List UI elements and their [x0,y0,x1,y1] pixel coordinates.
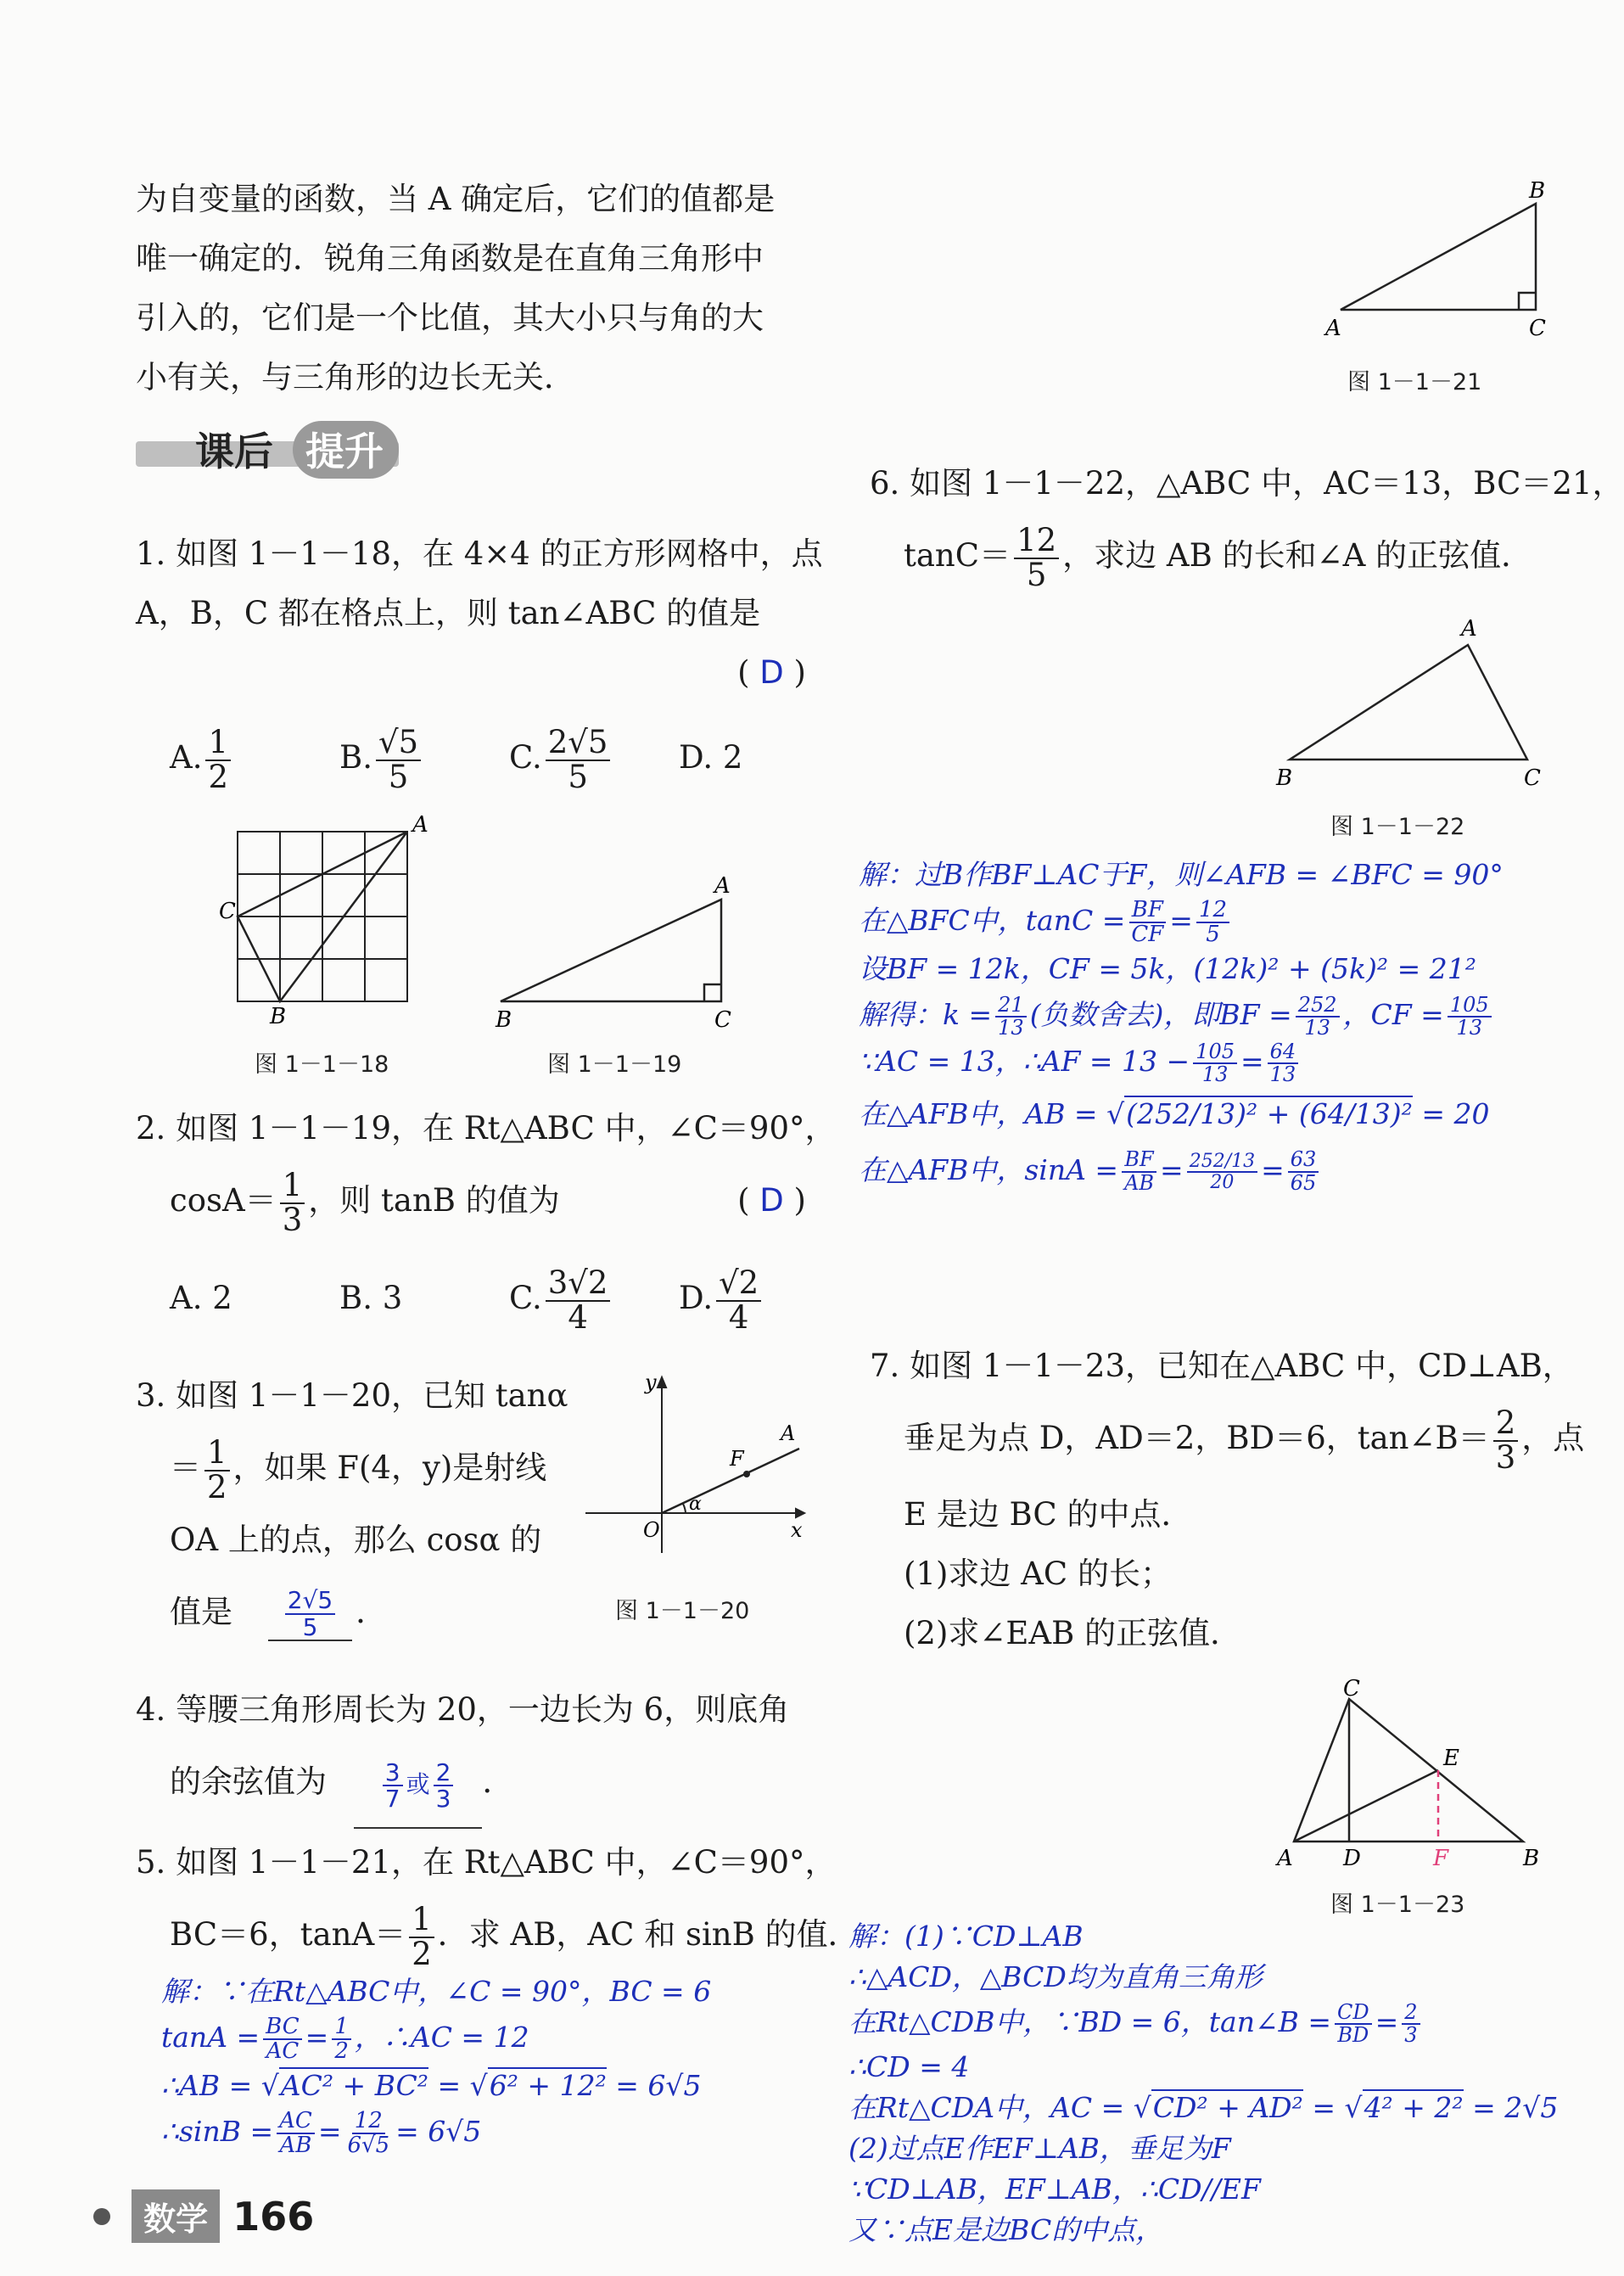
fig21-label-c: C [1529,316,1546,341]
q6-solution [859,852,1605,1198]
q6-sol-line: 在△BFC中，tanC = $\frac{BF}{CF}$ = $\frac{12}{5}$ [859,898,1605,946]
fig20-label-y: y [645,1371,657,1394]
q3-answer: $\frac{2√5}{5}$ [268,1588,352,1641]
page-footer [93,2189,314,2243]
q1-choices [136,720,815,796]
q2-answer: D [759,1182,784,1219]
q4-answer: $\frac{3}{7}$ 或 $\frac{2}{3}$ [354,1742,483,1829]
fig23-label-f: F [1433,1846,1449,1871]
fig18-label-a: A [412,812,428,838]
fig23-caption: 图 1－1－23 [1330,1892,1465,1918]
intro-line: 唯一确定的．锐角三角函数是在直角三角形中 [136,240,764,277]
q5-sol-line: tanA = $\frac{BC}{AC}$ = $\frac{1}{2}$ ，∴AC = 12 [161,2013,529,2064]
section-title-left: 课后 [195,429,273,474]
q1-choice-b: B. $\frac{√5}{5}$ [339,720,509,796]
q2-choices [136,1256,815,1341]
q1-choice-a: A. $\frac{1}{2}$ [170,720,339,796]
q4-line2: 的余弦值为 $\frac{3}{7}$ 或 $\frac{2}{3}$ ． [136,1740,815,1829]
q7-sol-line: (2)过点E作EF⊥AB，垂足为F [848,2132,1231,2165]
fig18-caption: 图 1－1－18 [255,1051,389,1078]
q2-choice-d: D. $\frac{√2}{4}$ [679,1256,848,1341]
question-5 [136,1833,860,1977]
figure-1-1-23 [1268,1676,1557,1875]
q7-line2: 垂足为点 D，AD＝2，BD＝6，tan∠B＝ $\frac{2}{3}$ ，点 [904,1404,1585,1476]
q1-line: 1. 如图 1－1－18，在 4×4 的正方形网格中，点 [136,535,823,572]
q1-answer-line: ( D ) [737,654,806,691]
q1-answer: D [759,654,784,691]
q7-sol-line: ∴CD = 4 [848,2050,970,2083]
fig22-label-b: B [1276,765,1293,791]
fig19-label-c: C [714,1007,731,1033]
fig20-caption: 图 1－1－20 [615,1598,750,1624]
q7-sol-line: 又∵点E是边BC的中点， [848,2213,1164,2246]
q7-sol-line: 在Rt△CDA中，AC = √CD² + AD² = √4² + 2² = 2√5 [848,2091,1559,2124]
fig23-label-d: D [1343,1846,1361,1871]
page-number: 166 [232,2193,315,2240]
q7-line4: (1)求边 AC 的长； [904,1556,1172,1592]
q7-sol-line: 在Rt△CDB中，∵BD = 6，tan∠B = $\frac{CD}{BD}$ = $\frac{2}{3}$ [848,1998,1612,2047]
fig19-label-b: B [496,1007,512,1033]
q2-choice-b: B. 3 [339,1280,403,1316]
left-column [136,170,815,407]
q5-sol-line: 解：∵在Rt△ABC中，∠C = 90°，BC = 6 [161,1975,712,2008]
figure-1-1-21 [1315,174,1570,352]
fig23-label-e: E [1443,1746,1459,1771]
fig21-caption: 图 1－1－21 [1347,369,1482,395]
footer-dot [93,2208,110,2225]
fig18-label-b: B [270,1004,287,1029]
figure-1-1-20 [577,1371,815,1566]
q7-sol-line: ∴△ACD，△BCD均为直角三角形 [848,1960,1263,1993]
intro-line: 小有关，与三角形的边长无关． [136,359,575,395]
q2-line2: cosA＝ $\frac{1}{3}$ ，则 tanB 的值为 ( D ) [170,1166,806,1238]
question-4 [136,1680,815,1829]
figure-1-1-22 [1273,615,1553,793]
q1-choice-d: D. 2 [679,739,743,776]
q5-sol-line: ∴sinB = $\frac{AC}{AB}$ = $\frac{12}{6√5}$ = 6√5 [161,2108,482,2159]
q6-line1: 6. 如图 1－1－22，△ABC 中，AC＝13，BC＝21， [870,465,1624,502]
fig18-label-c: C [219,899,236,924]
question-2 [136,1099,837,1341]
q4-line1: 4. 等腰三角形周长为 20，一边长为 6，则底角 [136,1691,790,1728]
q3-line4: 值是 $\frac{2√5}{5}$ ． [170,1586,388,1641]
q6-line2: tanC＝ $\frac{12}{5}$ ，求边 AB 的长和∠A 的正弦值． [904,521,1533,593]
q2-choice-c: C. $\frac{3√2}{4}$ [509,1256,679,1341]
section-title-right: 提升 [305,429,384,474]
q6-sol-line: 在△AFB中，sinA = $\frac{BF}{AB}$ = $\frac{252/13}{20}$ = $\frac{63}{65}$ [859,1142,1605,1198]
fig23-label-b: B [1523,1846,1540,1871]
q7-line3: E 是边 BC 的中点． [904,1496,1193,1533]
fig21-label-b: B [1529,178,1546,204]
q5-line2: BC＝6，tanA＝ $\frac{1}{2}$ ．求 AB，AC 和 sinB 的值． [170,1900,860,1972]
figure-1-1-18 [219,812,441,1029]
q7-line5: (2)求∠EAB 的正弦值． [904,1615,1242,1651]
fig20-label-o: O [643,1518,660,1542]
q5-line1: 5. 如图 1－1－21，在 Rt△ABC 中，∠C＝90°， [136,1844,837,1881]
fig20-label-alpha: α [689,1494,702,1515]
question-6 [870,454,1624,598]
question-3 [136,1366,577,1655]
q6-sol-line: 在△AFB中，AB = √(252/13)² + (64/13)² = 20 [859,1096,1490,1130]
fig20-label-f: F [730,1447,744,1471]
q1-line: A，B，C 都在格点上，则 tan∠ABC 的值是 [136,595,761,631]
fig22-caption: 图 1－1－22 [1330,814,1465,840]
question-7 [870,1341,1599,1663]
q2-choice-a: A. 2 [170,1280,232,1316]
fig23-label-a: A [1277,1846,1293,1871]
figure-1-1-19 [492,873,747,1033]
q2-line1: 2. 如图 1－1－19，在 Rt△ABC 中，∠C＝90°， [136,1110,837,1146]
question-1 [136,524,823,796]
q6-sol-line: 解：过B作BF⊥AC于F，则∠AFB = ∠BFC = 90° [859,858,1504,891]
q5-solution [161,1969,823,2158]
footer-subject: 数学 [132,2189,220,2243]
q3-line1: 3. 如图 1－1－20，已知 tanα [136,1377,568,1414]
q6-sol-line: 设BF = 12k，CF = 5k，(12k)² + (5k)² = 21² [859,952,1476,986]
q7-solution [848,1916,1612,2251]
intro-line: 引入的，它们是一个比值，其大小只与角的大 [136,300,764,336]
q6-sol-line: ∵AC = 13，∴AF = 13 − $\frac{105}{13}$ = $\frac{64}{13}$ [859,1039,1605,1085]
intro-line: 为自变量的函数，当 A 确定后，它们的值都是 [136,181,776,217]
q3-line3: OA 上的点，那么 cosα 的 [170,1522,542,1558]
fig19-caption: 图 1－1－19 [547,1051,682,1078]
fig20-label-x: x [791,1518,803,1542]
fig19-label-a: A [714,873,731,899]
section-header [136,416,424,484]
q3-line2: ＝ $\frac{1}{2}$ ，如果 F(4，y)是射线 [170,1433,547,1505]
fig20-label-a: A [781,1421,796,1445]
q5-sol-line: ∴AB = √AC² + BC² = √6² + 12² = 6√5 [161,2069,702,2103]
q7-sol-line: 解：(1)∵CD⊥AB [848,1920,1084,1953]
q6-sol-line: 解得：k = $\frac{21}{13}$ (负数舍去)，即BF = $\frac{252}{13}$ ，CF = $\frac{105}{13}$ [859,992,1605,1039]
fig22-label-c: C [1524,765,1541,791]
q1-choice-c: C. $\frac{2√5}{5}$ [509,720,679,796]
fig22-label-a: A [1461,616,1477,642]
q7-sol-line: ∵CD⊥AB，EF⊥AB，∴CD//EF [848,2172,1261,2206]
fig21-label-a: A [1325,316,1341,341]
fig23-label-c: C [1343,1676,1360,1701]
q7-line1: 7. 如图 1－1－23，已知在△ABC 中，CD⊥AB， [870,1348,1574,1384]
